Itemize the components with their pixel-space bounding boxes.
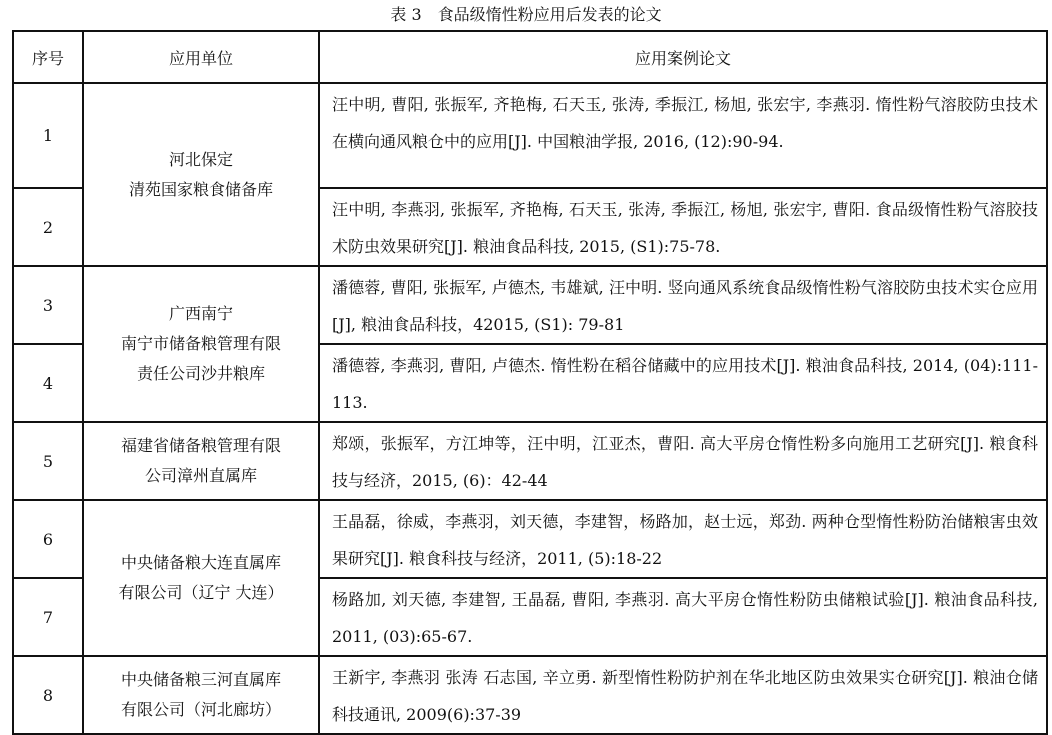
paper-cell: 潘德蓉, 曹阳, 张振军, 卢德杰, 韦雄斌, 汪中明. 竖向通风系统食品级惰性粉气溶胶防虫技术实仓应用[J], 粮油食品科技，42015, (S1): 79-81 [319,266,1047,344]
row-num: 4 [13,344,83,422]
papers-table [12,30,1048,735]
paper-cell: 汪中明, 李燕羽, 张振军, 齐艳梅, 石天玉, 张涛, 季振江, 杨旭, 张宏宇, 曹阳. 食品级惰性粉气溶胶技术防虫效果研究[J]. 粮油食品科技, 2015, (S1):75-78. [319,188,1047,266]
unit-cell: 中央储备粮三河直属库 有限公司（河北廊坊） [83,656,319,734]
table-row [13,266,1047,344]
paper-cell: 杨路加, 刘天德, 李建智, 王晶磊, 曹阳, 李燕羽. 高大平房仓惰性粉防虫储粮试验[J]. 粮油食品科技, 2011, (03):65-67. [319,578,1047,656]
row-num: 7 [13,578,83,656]
paper-cell: 潘德蓉, 李燕羽, 曹阳, 卢德杰. 惰性粉在稻谷储藏中的应用技术[J]. 粮油食品科技, 2014, (04):111-113. [319,344,1047,422]
row-num: 5 [13,422,83,500]
row-num: 8 [13,656,83,734]
table-row [13,83,1047,188]
paper-cell: 王新宇, 李燕羽 张涛 石志国, 辛立勇. 新型惰性粉防护剂在华北地区防虫效果实仓研究[J]. 粮油仓储科技通讯, 2009(6):37-39 [319,656,1047,734]
unit-cell: 福建省储备粮管理有限 公司漳州直属库 [83,422,319,500]
unit-cell: 中央储备粮大连直属库 有限公司（辽宁 大连） [83,500,319,656]
header-unit: 应用单位 [83,31,319,83]
header-num: 序号 [13,31,83,83]
header-paper: 应用案例论文 [319,31,1047,83]
row-num: 3 [13,266,83,344]
table-caption: 表 3 食品级惰性粉应用后发表的论文 [390,5,662,24]
row-num: 1 [13,83,83,188]
table-row [13,422,1047,500]
row-num: 2 [13,188,83,266]
unit-cell: 河北保定 清苑国家粮食储备库 [83,83,319,266]
header-row [13,31,1047,83]
table-row [13,500,1047,578]
paper-cell: 郑颂，张振军，方江坤等，汪中明，江亚杰，曹阳. 高大平房仓惰性粉多向施用工艺研究[J]. 粮食科技与经济，2015, (6)：42-44 [319,422,1047,500]
paper-cell: 王晶磊，徐威，李燕羽，刘天德，李建智，杨路加，赵士远，郑劲. 两种仓型惰性粉防治储粮害虫效果研究[J]. 粮食科技与经济，2011, (5):18-22 [319,500,1047,578]
table-row [13,656,1047,734]
paper-cell: 汪中明, 曹阳, 张振军, 齐艳梅, 石天玉, 张涛, 季振江, 杨旭, 张宏宇, 李燕羽. 惰性粉气溶胶防虫技术在横向通风粮仓中的应用[J]. 中国粮油学报, 2016, (12):90-94. [319,83,1047,188]
unit-cell: 广西南宁 南宁市储备粮管理有限 责任公司沙井粮库 [83,266,319,422]
row-num: 6 [13,500,83,578]
